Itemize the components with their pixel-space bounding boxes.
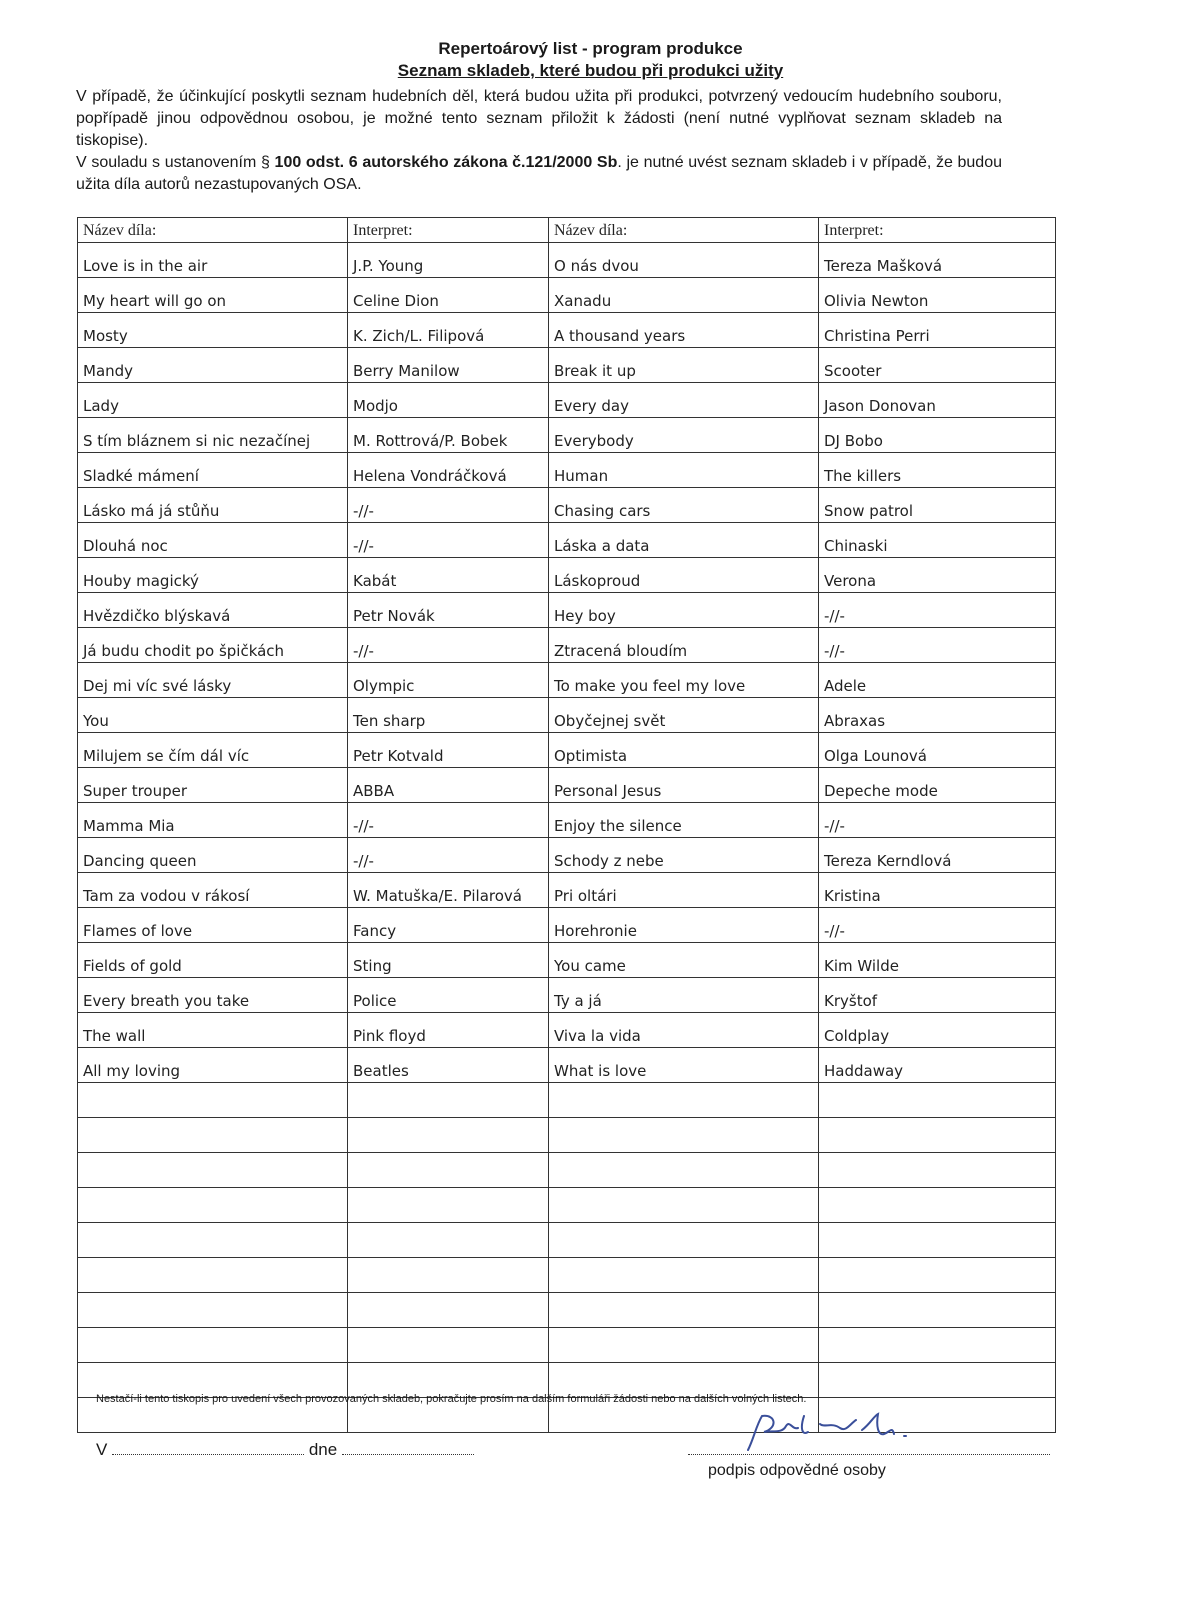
- song-title-cell[interactable]: [78, 1153, 348, 1188]
- performer-cell[interactable]: ABBA: [348, 768, 549, 803]
- performer-cell[interactable]: Kim Wilde: [819, 943, 1056, 978]
- song-title-cell[interactable]: Mamma Mia: [78, 803, 348, 838]
- performer-cell[interactable]: Jason Donovan: [819, 383, 1056, 418]
- header-title-2: Název díla:: [549, 218, 819, 243]
- performer-cell[interactable]: Ten sharp: [348, 698, 549, 733]
- document-subtitle: Seznam skladeb, které budou při produkci užity: [397, 61, 784, 80]
- song-title-cell[interactable]: [78, 1118, 348, 1153]
- song-title-cell[interactable]: [549, 1293, 819, 1328]
- song-title-cell[interactable]: Já budu chodit po špičkách: [78, 628, 348, 663]
- performer-cell[interactable]: Snow patrol: [819, 488, 1056, 523]
- song-title-cell[interactable]: [549, 1223, 819, 1258]
- law-reference: 100 odst. 6 autorského zákona č.121/2000 Sb: [274, 154, 618, 171]
- song-title-cell[interactable]: Optimista: [549, 733, 819, 768]
- song-title-cell[interactable]: [78, 1293, 348, 1328]
- performer-cell[interactable]: [348, 1153, 549, 1188]
- footer-note: Nestačí-li tento tiskopis pro uvedení všech provozovaných skladeb, pokračujte prosím na dalším formuláři žádosti nebo na dalších volných listech.: [96, 1393, 807, 1405]
- performer-cell[interactable]: Beatles: [348, 1048, 549, 1083]
- performer-cell[interactable]: -//-: [819, 628, 1056, 663]
- intro-p2-start: V souladu s ustanovením §: [76, 154, 275, 171]
- performer-cell[interactable]: Coldplay: [819, 1013, 1056, 1048]
- song-title-cell[interactable]: You came: [549, 943, 819, 978]
- song-title-cell[interactable]: Láska a data: [549, 523, 819, 558]
- performer-cell[interactable]: [819, 1118, 1056, 1153]
- performer-cell[interactable]: Tereza Mašková: [819, 243, 1056, 278]
- performer-cell[interactable]: [819, 1188, 1056, 1223]
- performer-cell[interactable]: Fancy: [348, 908, 549, 943]
- place-field[interactable]: [112, 1440, 304, 1455]
- performer-cell[interactable]: The killers: [819, 453, 1056, 488]
- performer-cell[interactable]: M. Rottrová/P. Bobek: [348, 418, 549, 453]
- performer-cell[interactable]: Christina Perri: [819, 313, 1056, 348]
- date-field[interactable]: [342, 1440, 474, 1455]
- table-header-row: [78, 218, 1056, 243]
- performer-cell[interactable]: J.P. Young: [348, 243, 549, 278]
- song-title-cell[interactable]: The wall: [78, 1013, 348, 1048]
- song-title-cell[interactable]: Sladké mámení: [78, 453, 348, 488]
- performer-cell[interactable]: Kabát: [348, 558, 549, 593]
- song-title-cell[interactable]: My heart will go on: [78, 278, 348, 313]
- place-label: V: [96, 1440, 108, 1459]
- table-row: [78, 1328, 1056, 1363]
- song-title-cell[interactable]: Fields of gold: [78, 943, 348, 978]
- performer-cell[interactable]: Helena Vondráčková: [348, 453, 549, 488]
- performer-cell[interactable]: -//-: [348, 803, 549, 838]
- table-row: [78, 453, 1056, 488]
- performer-cell[interactable]: Olivia Newton: [819, 278, 1056, 313]
- song-title-cell[interactable]: Hvězdičko blýskavá: [78, 593, 348, 628]
- intro-paragraph-1: V případě, že účinkující poskytli seznam hudebních děl, která budou užita při produkci, potvrzený vedoucím hudebního souboru, popřípadě jinou odpovědnou osobou, je možné tento seznam přiložit k žádosti (není nutné vyplňovat seznam skladeb na tiskopise).: [76, 88, 1002, 149]
- performer-cell[interactable]: Petr Kotvald: [348, 733, 549, 768]
- song-title-cell[interactable]: Láskoproud: [549, 558, 819, 593]
- performer-cell[interactable]: Berry Manilow: [348, 348, 549, 383]
- performer-cell[interactable]: Celine Dion: [348, 278, 549, 313]
- table-row: [78, 803, 1056, 838]
- song-title-cell[interactable]: Viva la vida: [549, 1013, 819, 1048]
- table-row: [78, 838, 1056, 873]
- performer-cell[interactable]: Olympic: [348, 663, 549, 698]
- table-row: [78, 733, 1056, 768]
- song-title-cell[interactable]: Super trouper: [78, 768, 348, 803]
- intro-p2-end: . je nutné uvést seznam skladeb i v případě, že budou užita díla autorů nezastupovaných OSA.: [76, 154, 1003, 193]
- performer-cell[interactable]: Abraxas: [819, 698, 1056, 733]
- signature-image: [742, 1410, 942, 1456]
- song-title-cell[interactable]: [549, 1083, 819, 1118]
- performer-cell[interactable]: Verona: [819, 558, 1056, 593]
- song-title-cell[interactable]: Dej mi víc své lásky: [78, 663, 348, 698]
- performer-cell[interactable]: Haddaway: [819, 1048, 1056, 1083]
- performer-cell[interactable]: Police: [348, 978, 549, 1013]
- performer-cell[interactable]: W. Matuška/E. Pilarová: [348, 873, 549, 908]
- song-title-cell[interactable]: [78, 1083, 348, 1118]
- song-title-cell[interactable]: Dancing queen: [78, 838, 348, 873]
- performer-cell[interactable]: -//-: [348, 488, 549, 523]
- song-title-cell[interactable]: What is love: [549, 1048, 819, 1083]
- table-row: [78, 698, 1056, 733]
- song-title-cell[interactable]: Break it up: [549, 348, 819, 383]
- performer-cell[interactable]: [348, 1223, 549, 1258]
- performer-cell[interactable]: -//-: [819, 803, 1056, 838]
- performer-cell[interactable]: -//-: [348, 838, 549, 873]
- song-title-cell[interactable]: Horehronie: [549, 908, 819, 943]
- table-row: [78, 1083, 1056, 1118]
- header-performer-2: Interpret:: [819, 218, 1056, 243]
- performer-cell[interactable]: Modjo: [348, 383, 549, 418]
- performer-cell[interactable]: [819, 1328, 1056, 1363]
- table-row: [78, 313, 1056, 348]
- performer-cell[interactable]: [348, 1328, 549, 1363]
- table-row: [78, 383, 1056, 418]
- song-title-cell[interactable]: All my loving: [78, 1048, 348, 1083]
- table-row: [78, 418, 1056, 453]
- performer-cell[interactable]: [348, 1083, 549, 1118]
- table-row: [78, 873, 1056, 908]
- table-row: [78, 1013, 1056, 1048]
- song-title-cell[interactable]: You: [78, 698, 348, 733]
- performer-cell[interactable]: [819, 1083, 1056, 1118]
- song-title-cell[interactable]: Milujem se čím dál víc: [78, 733, 348, 768]
- performer-cell[interactable]: [348, 1188, 549, 1223]
- song-title-cell[interactable]: Dlouhá noc: [78, 523, 348, 558]
- signature-line[interactable]: [688, 1454, 1050, 1455]
- table-row: [78, 488, 1056, 523]
- repertoire-table: [77, 217, 1056, 1433]
- song-title-cell[interactable]: [549, 1188, 819, 1223]
- song-title-cell[interactable]: [549, 1258, 819, 1293]
- performer-cell[interactable]: Kristina: [819, 873, 1056, 908]
- performer-cell[interactable]: [819, 1153, 1056, 1188]
- performer-cell[interactable]: Petr Novák: [348, 593, 549, 628]
- table-row: [78, 1188, 1056, 1223]
- song-title-cell[interactable]: Xanadu: [549, 278, 819, 313]
- song-title-cell[interactable]: Human: [549, 453, 819, 488]
- performer-cell[interactable]: -//-: [348, 523, 549, 558]
- song-title-cell[interactable]: Chasing cars: [549, 488, 819, 523]
- performer-cell[interactable]: Pink floyd: [348, 1013, 549, 1048]
- song-title-cell[interactable]: Houby magický: [78, 558, 348, 593]
- table-row: [78, 523, 1056, 558]
- performer-cell[interactable]: [819, 1293, 1056, 1328]
- table-row: [78, 1293, 1056, 1328]
- song-title-cell[interactable]: Tam za vodou v rákosí: [78, 873, 348, 908]
- table-row: [78, 978, 1056, 1013]
- table-row: [78, 628, 1056, 663]
- place-date-line: [96, 1440, 474, 1460]
- performer-cell[interactable]: Depeche mode: [819, 768, 1056, 803]
- table-row: [78, 943, 1056, 978]
- song-title-cell[interactable]: Enjoy the silence: [549, 803, 819, 838]
- header-performer-1: Interpret:: [348, 218, 549, 243]
- table-row: [78, 663, 1056, 698]
- performer-cell[interactable]: [348, 1118, 549, 1153]
- performer-cell[interactable]: Sting: [348, 943, 549, 978]
- performer-cell[interactable]: Tereza Kerndlová: [819, 838, 1056, 873]
- performer-cell[interactable]: DJ Bobo: [819, 418, 1056, 453]
- performer-cell[interactable]: K. Zich/L. Filipová: [348, 313, 549, 348]
- song-title-cell[interactable]: Pri oltári: [549, 873, 819, 908]
- song-title-cell[interactable]: Ty a já: [549, 978, 819, 1013]
- song-title-cell[interactable]: Ztracená bloudím: [549, 628, 819, 663]
- song-title-cell[interactable]: [549, 1153, 819, 1188]
- song-title-cell[interactable]: Love is in the air: [78, 243, 348, 278]
- date-label: dne: [308, 1440, 338, 1459]
- song-title-cell[interactable]: Obyčejnej svět: [549, 698, 819, 733]
- table-row: [78, 278, 1056, 313]
- table-row: [78, 1223, 1056, 1258]
- performer-cell[interactable]: -//-: [819, 908, 1056, 943]
- song-title-cell[interactable]: A thousand years: [549, 313, 819, 348]
- intro-paragraph-2: [76, 152, 1002, 196]
- song-title-cell[interactable]: O nás dvou: [549, 243, 819, 278]
- song-title-cell[interactable]: [78, 1223, 348, 1258]
- table-row: [78, 593, 1056, 628]
- song-title-cell[interactable]: Everybody: [549, 418, 819, 453]
- table-row: [78, 1153, 1056, 1188]
- song-title-cell[interactable]: To make you feel my love: [549, 663, 819, 698]
- table-row: [78, 1048, 1056, 1083]
- song-title-cell[interactable]: Hey boy: [549, 593, 819, 628]
- song-title-cell[interactable]: [78, 1328, 348, 1363]
- performer-cell[interactable]: Kryštof: [819, 978, 1056, 1013]
- song-title-cell[interactable]: Mandy: [78, 348, 348, 383]
- document-header: [0, 38, 1181, 82]
- performer-cell[interactable]: Olga Lounová: [819, 733, 1056, 768]
- performer-cell[interactable]: [348, 1258, 549, 1293]
- song-title-cell[interactable]: Mosty: [78, 313, 348, 348]
- song-title-cell[interactable]: [549, 1118, 819, 1153]
- song-title-cell[interactable]: [78, 1188, 348, 1223]
- song-title-cell[interactable]: [549, 1328, 819, 1363]
- table-row: [78, 558, 1056, 593]
- table-row: [78, 243, 1056, 278]
- performer-cell[interactable]: [819, 1223, 1056, 1258]
- performer-cell[interactable]: Chinaski: [819, 523, 1056, 558]
- performer-cell[interactable]: -//-: [348, 628, 549, 663]
- intro-text: [76, 86, 1002, 196]
- performer-cell[interactable]: Scooter: [819, 348, 1056, 383]
- table-row: [78, 1258, 1056, 1293]
- song-title-cell[interactable]: Every day: [549, 383, 819, 418]
- song-title-cell[interactable]: Lásko má já stůňu: [78, 488, 348, 523]
- signature-caption: podpis odpovědné osoby: [708, 1462, 886, 1479]
- performer-cell[interactable]: [819, 1258, 1056, 1293]
- table-row: [78, 768, 1056, 803]
- song-title-cell[interactable]: S tím bláznem si nic nezačínej: [78, 418, 348, 453]
- song-title-cell[interactable]: Personal Jesus: [549, 768, 819, 803]
- song-title-cell[interactable]: [78, 1258, 348, 1293]
- table-row: [78, 1118, 1056, 1153]
- document-title: Repertoárový list - program produkce: [438, 39, 743, 58]
- song-title-cell[interactable]: Schody z nebe: [549, 838, 819, 873]
- song-title-cell[interactable]: Every breath you take: [78, 978, 348, 1013]
- table-row: [78, 908, 1056, 943]
- performer-cell[interactable]: [348, 1293, 549, 1328]
- performer-cell[interactable]: -//-: [819, 593, 1056, 628]
- table-row: [78, 348, 1056, 383]
- header-title-1: Název díla:: [78, 218, 348, 243]
- song-title-cell[interactable]: Flames of love: [78, 908, 348, 943]
- song-title-cell[interactable]: Lady: [78, 383, 348, 418]
- performer-cell[interactable]: Adele: [819, 663, 1056, 698]
